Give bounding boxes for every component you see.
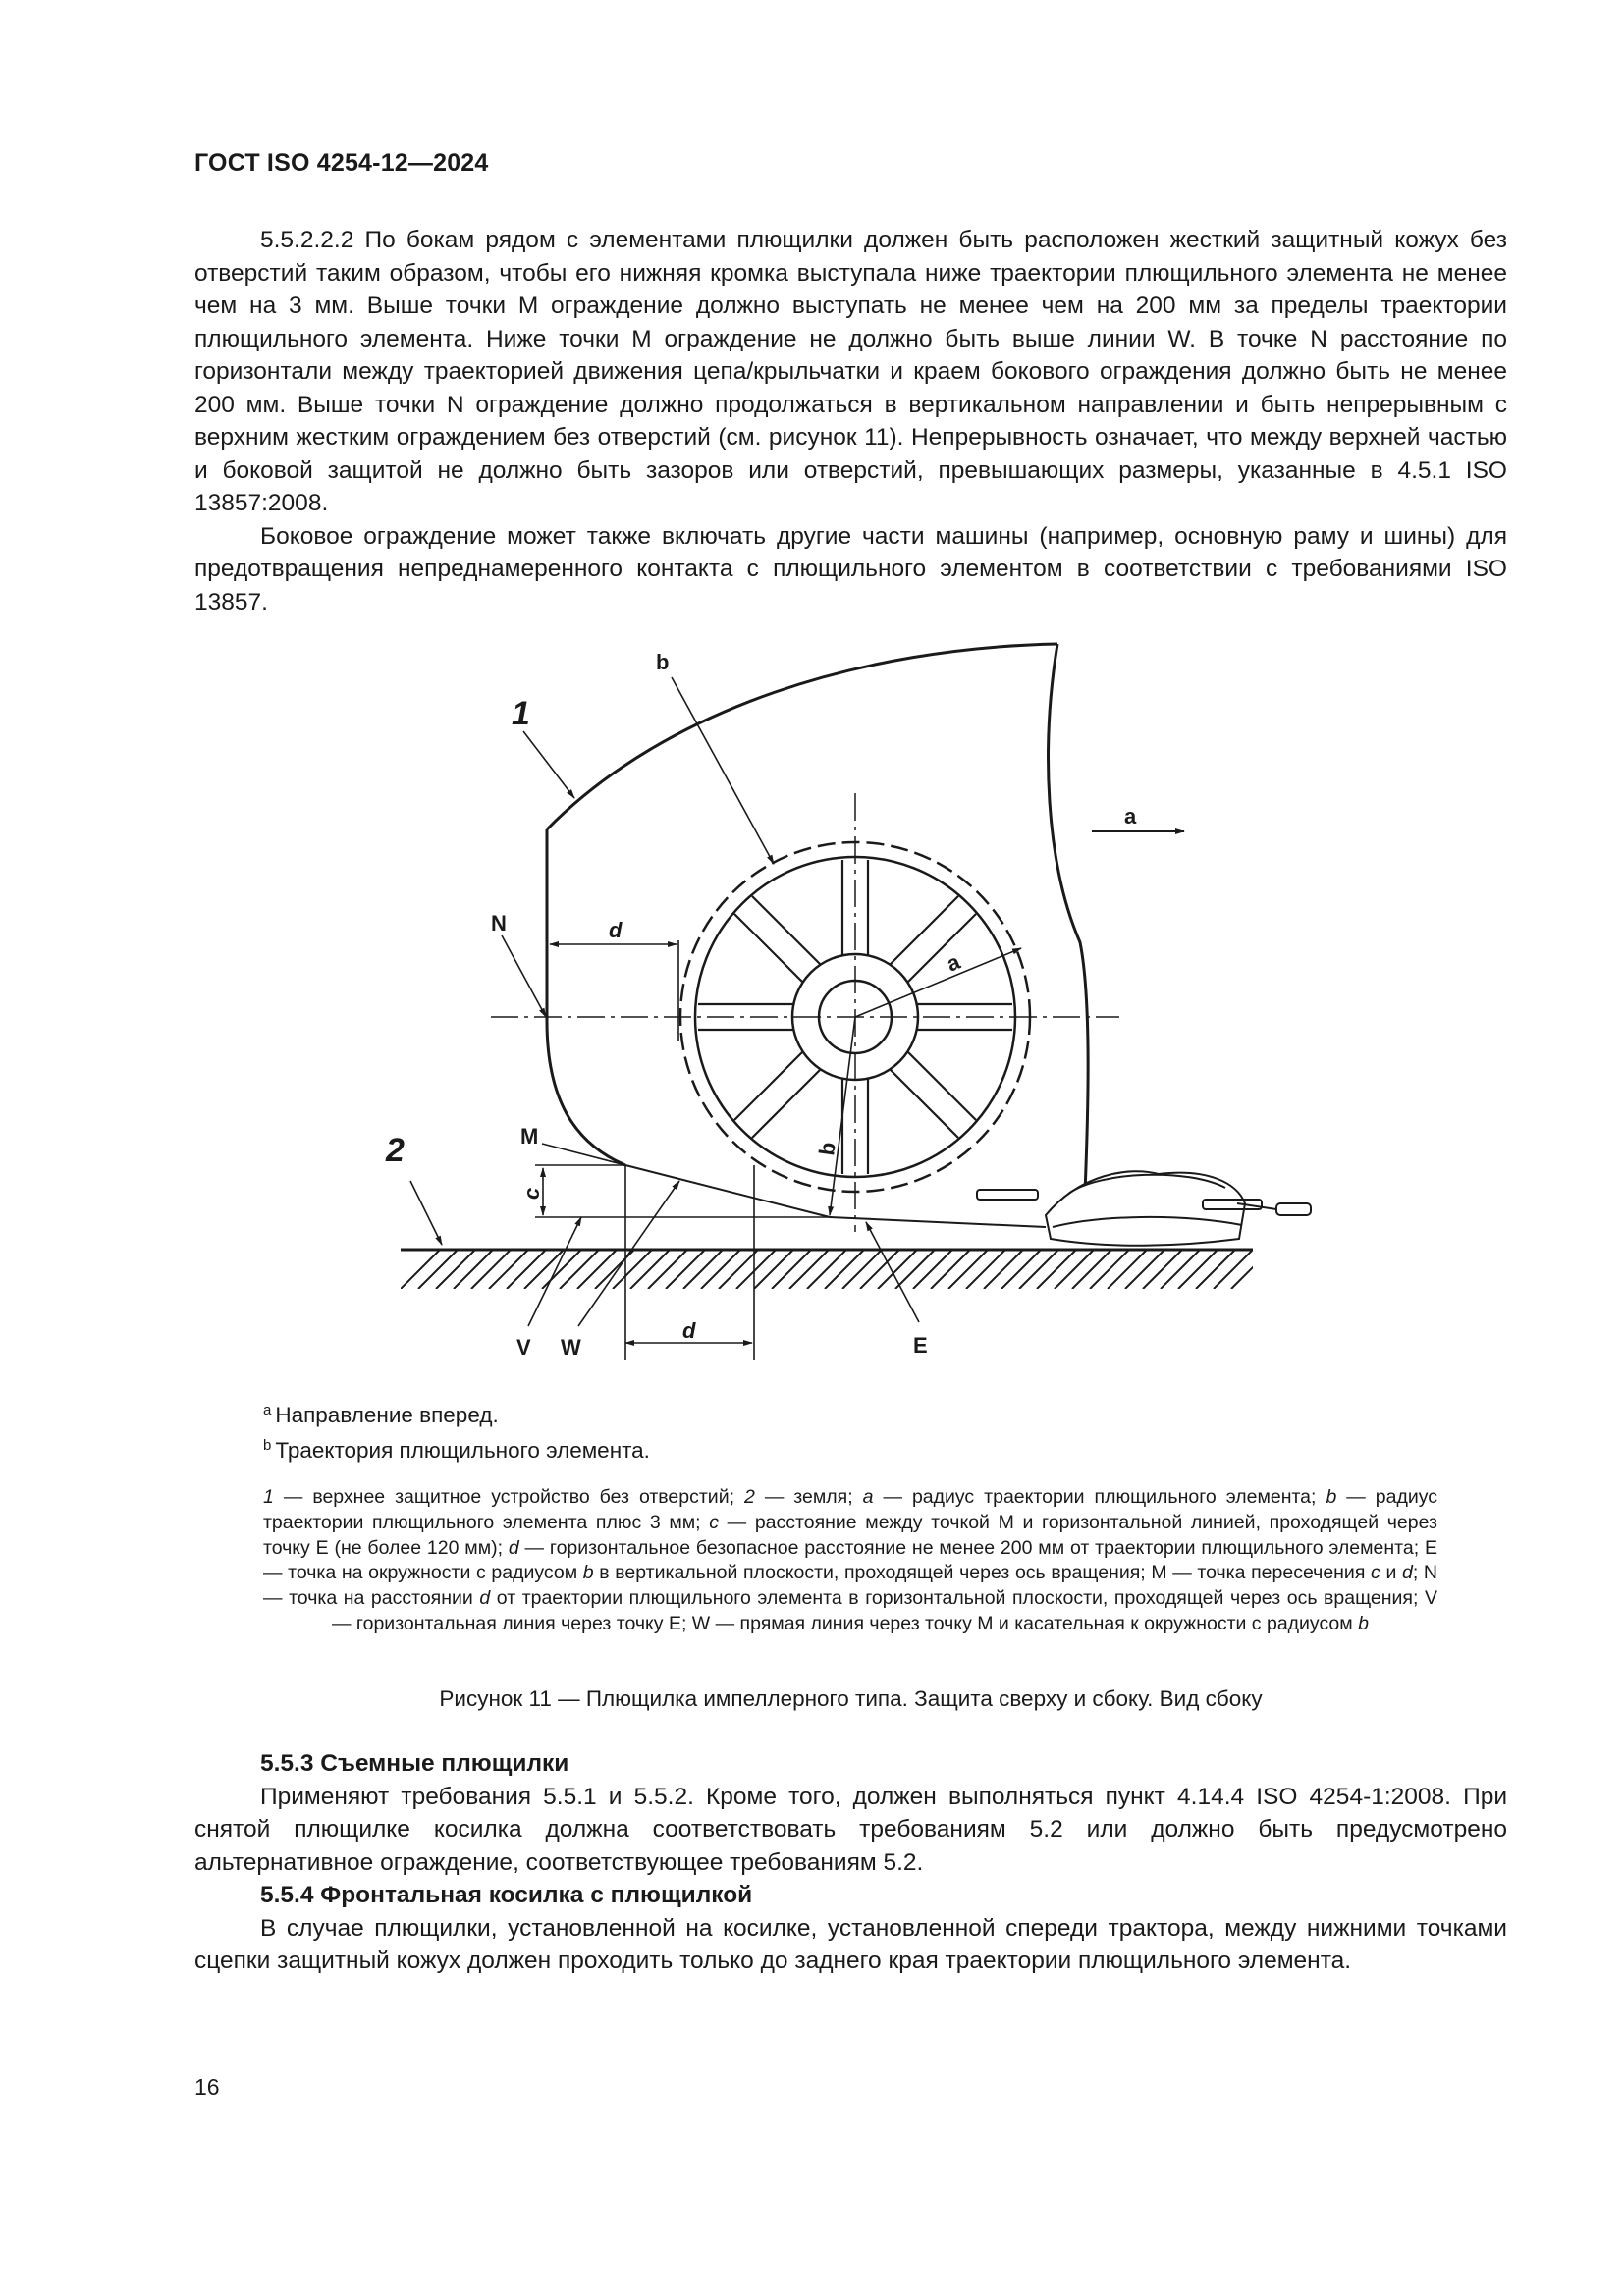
footnote-a: $^a$ Направление вперед.: [263, 1402, 499, 1427]
label-W: W: [561, 1335, 581, 1360]
label-d-lower: d: [682, 1318, 696, 1343]
label-1: 1: [512, 695, 530, 732]
guard-outline: [547, 644, 1088, 1193]
figure-footnotes: [263, 1395, 650, 1466]
ground: [401, 1250, 1271, 1289]
section-5-5-3: [194, 1747, 1507, 1879]
label-a-direction: a: [1124, 804, 1137, 828]
center-lines: [491, 793, 1119, 1232]
leader-lines: [410, 677, 919, 1326]
label-N: N: [491, 911, 507, 935]
label-2: 2: [386, 1132, 405, 1169]
label-E: E: [913, 1333, 928, 1358]
paragraph: Применяют требования 5.5.1 и 5.5.2. Кроме того, должен выполняться пункт 4.14.4 ISO 4254-1:2008. При снятой плющилке косилка должна соответствовать требованиям 5.2 или должно быть предусмотрено альтернативное ограждение, соответствующее требованиям 5.2.: [194, 1783, 1507, 1876]
label-M: M: [520, 1124, 539, 1148]
paragraph: В случае плющилки, установленной на косилке, установленной спереди трактора, между нижними точками сцепки защитный кожух должен проходить только до заднего края траектории плющильного элемента.: [194, 1914, 1507, 1974]
label-b-trajectory: b: [656, 650, 670, 674]
figure-legend: 1 — верхнее защитное устройство без отверстий; 2 — земля; a — радиус траектории плющильного элемента; b — радиус траектории плющильного элемента плюс 3 мм; c — расстояние между точкой M и горизонтальной линией, проходящей через точку E (не более 120 мм); d — горизонтальное безопасное расстояние не менее 200 мм от траектории плющильного элемента; E — точка на окружности с радиусом b в вертикальной плоскости, проходящей через ось вращения; M — точка пересечения c и d; N — точка на расстоянии d от траектории плющильного элемента в горизонтальной плоскости, проходящей через ось вращения; V — горизонтальная линия через точку E; W — прямая линия через точку M и касательная к окружности с радиусом b: [263, 1486, 1437, 1634]
label-b-radius: b: [814, 1140, 840, 1157]
footnote-b: $^b$ Траектория плющильного элемента.: [263, 1437, 650, 1463]
section-5-5-4: [194, 1879, 1507, 1978]
page-number: 16: [194, 2074, 220, 2100]
label-d-upper: d: [609, 918, 623, 942]
label-a-radius: a: [943, 948, 964, 977]
section-heading: 5.5.4 Фронтальная косилка с плющилкой: [260, 1882, 753, 1908]
paragraph: Боковое ограждение может также включать другие части машины (например, основную раму и шины) для предотвращения непреднамеренного контакта с плющильного элементом в соответствии с требованиями ISO 13857.: [194, 522, 1507, 615]
section-heading: 5.5.3 Съемные плющилки: [260, 1750, 569, 1777]
paragraph: 5.5.2.2.2 По бокам рядом с элементами плющилки должен быть расположен жесткий защитный кожух без отверстий таким образом, чтобы его нижняя кромка выступала ниже траектории плющильного элемента не менее чем на 3 мм. Выше точки M ограждение должно выступать не менее чем на 200 мм за пределы траектории плющильного элемента. Ниже точки M ограждение не должно быть выше линии W. В точке N расстояние по горизонтали между траекторией движения цепа/крыльчатки и краем бокового ограждения должно быть не менее 200 мм. Выше точки N ограждение должно продолжаться в вертикальном направлении и быть непрерывным с верхним жестким ограждением без отверстий (см. рисунок 11). Непрерывность означает, что между верхней частью и боковой защитой не должно быть зазоров или отверстий, превышающих размеры, указанные в 4.5.1 ISO 13857:2008.: [194, 227, 1507, 516]
figure-caption: Рисунок 11 — Плющилка импеллерного типа. Защита сверху и сбоку. Вид сбоку: [439, 1686, 1263, 1711]
page-header: ГОСТ ISO 4254-12—2024: [194, 149, 489, 177]
cutter-disc: [977, 1171, 1311, 1246]
label-c: c: [519, 1187, 544, 1200]
label-V: V: [516, 1335, 531, 1360]
